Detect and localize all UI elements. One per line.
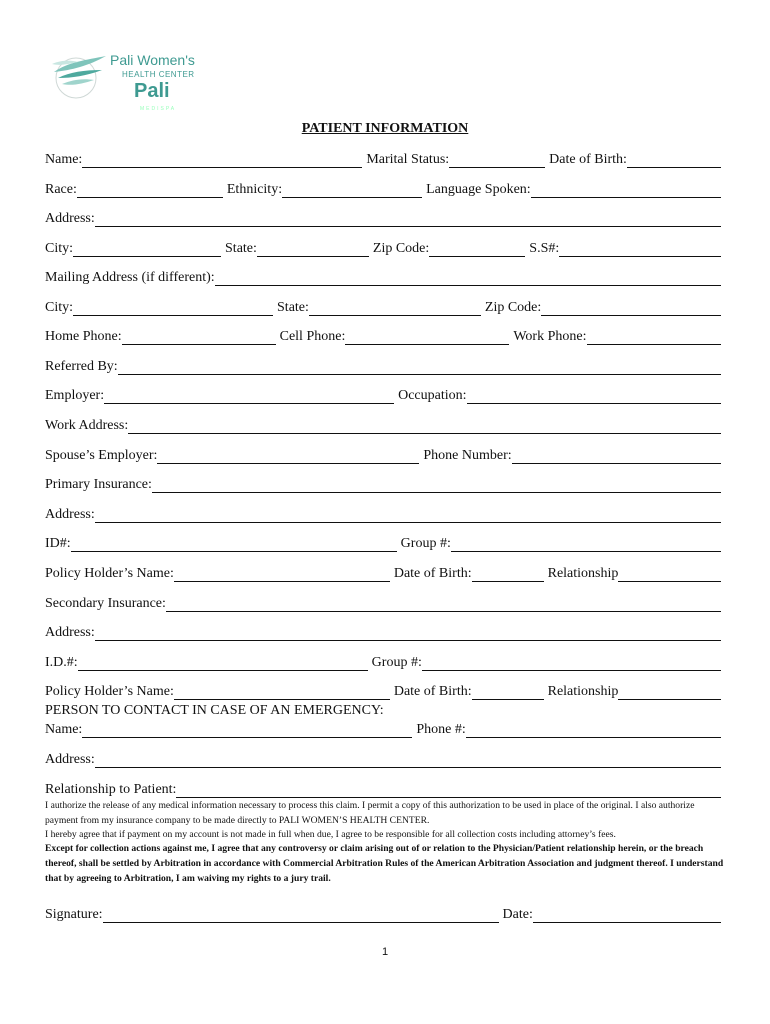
label-ethnicity: Ethnicity: — [226, 182, 283, 197]
label-secondary-address: Address: — [45, 625, 95, 640]
label-referred: Referred By: — [45, 359, 118, 374]
cell-phone-field[interactable] — [345, 331, 509, 345]
emergency-heading: PERSON TO CONTACT IN CASE OF AN EMERGENCY: — [45, 703, 384, 718]
primary-policy-holder-field[interactable] — [174, 568, 390, 582]
label-city-2: City: — [45, 300, 74, 315]
row-secondary-address — [45, 623, 725, 641]
label-emergency-name: Name: — [45, 722, 83, 737]
label-emergency-phone: Phone #: — [416, 722, 466, 737]
row-city — [45, 239, 725, 257]
primary-group-field[interactable] — [451, 538, 721, 552]
label-zip: Zip Code: — [372, 241, 430, 256]
row-primary-address — [45, 505, 725, 523]
label-policy-dob: Date of Birth: — [393, 566, 472, 581]
state-field[interactable] — [257, 243, 369, 257]
signature-field[interactable] — [103, 909, 499, 923]
label-spouse-employer: Spouse’s Employer: — [45, 448, 158, 463]
employer-field[interactable] — [104, 390, 394, 404]
spouse-employer-field[interactable] — [157, 450, 419, 464]
label-primary-insurance: Primary Insurance: — [45, 477, 152, 492]
row-primary-id — [45, 534, 725, 552]
marital-status-field[interactable] — [449, 154, 545, 168]
authorization-text: I authorize the release of any medical information necessary to process this claim. I permit a copy of this authorization to be used in place of the original. I also authorize payment from my insurance company to be made directly to PALI WOMEN’S HEALTH CENTER. — [45, 800, 695, 826]
label-zip-2: Zip Code: — [484, 300, 542, 315]
label-race: Race: — [45, 182, 77, 197]
label-cell-phone: Cell Phone: — [279, 329, 346, 344]
label-name: Name: — [45, 152, 83, 167]
label-relationship-patient: Relationship to Patient: — [45, 782, 177, 797]
row-mailing-city — [45, 298, 725, 316]
leaf-logo-icon — [48, 48, 110, 104]
ethnicity-field[interactable] — [282, 184, 422, 198]
race-field[interactable] — [77, 184, 223, 198]
primary-insurance-field[interactable] — [152, 479, 721, 493]
label-work-address: Work Address: — [45, 418, 129, 433]
row-phones — [45, 327, 725, 345]
date-field[interactable] — [533, 909, 721, 923]
mailing-city-field[interactable] — [73, 302, 273, 316]
secondary-insurance-field[interactable] — [166, 598, 721, 612]
ss-field[interactable] — [559, 243, 721, 257]
name-field[interactable] — [82, 154, 362, 168]
referred-by-field[interactable] — [118, 361, 721, 375]
primary-id-field[interactable] — [71, 538, 397, 552]
emergency-address-field[interactable] — [95, 754, 721, 768]
label-emergency-address: Address: — [45, 752, 95, 767]
row-referred — [45, 357, 725, 375]
row-secondary-insurance — [45, 594, 725, 612]
address-field[interactable] — [95, 213, 721, 227]
label-relationship-2: Relationship — [547, 684, 619, 699]
label-dob: Date of Birth: — [549, 152, 627, 167]
zip-field[interactable] — [429, 243, 525, 257]
row-race — [45, 180, 725, 198]
logo-line-1: Pali Women's — [110, 52, 195, 68]
label-group-2: Group #: — [371, 655, 422, 670]
label-occupation: Occupation: — [398, 388, 467, 403]
label-relationship: Relationship — [547, 566, 619, 581]
primary-insurance-address-field[interactable] — [95, 509, 721, 523]
row-mailing — [45, 268, 725, 286]
arbitration-text: Except for collection actions against me, I agree that any controversy or claim arising out of or relation to the Physician/Patient relationship herein, or the breach thereof, shall be settled by Arbitration in accordance with Commercial Arbitration Rules of the American Arbitration Association and judgment thereof. I understand that by agreeing to Arbitration, I am waiving my rights to a jury trail. — [45, 843, 724, 884]
label-ss: S.S#: — [529, 241, 560, 256]
primary-relationship-field[interactable] — [618, 568, 721, 582]
label-group: Group #: — [400, 536, 451, 551]
label-date: Date: — [502, 907, 533, 922]
label-state-2: State: — [277, 300, 309, 315]
mailing-state-field[interactable] — [309, 302, 481, 316]
label-language: Language Spoken: — [426, 182, 531, 197]
label-signature: Signature: — [45, 907, 103, 922]
row-address — [45, 209, 725, 227]
language-field[interactable] — [531, 184, 721, 198]
label-policy-holder: Policy Holder’s Name: — [45, 566, 174, 581]
label-city: City: — [45, 241, 74, 256]
city-field[interactable] — [73, 243, 221, 257]
logo-line-2: HEALTH CENTER — [122, 70, 195, 79]
label-work-phone: Work Phone: — [513, 329, 587, 344]
row-work-address — [45, 416, 725, 434]
row-name — [45, 150, 725, 168]
secondary-group-field[interactable] — [422, 657, 721, 671]
page-number: 1 — [381, 946, 389, 958]
secondary-insurance-address-field[interactable] — [95, 627, 721, 641]
label-employer: Employer: — [45, 388, 105, 403]
row-emergency-heading — [45, 701, 725, 719]
work-address-field[interactable] — [128, 420, 721, 434]
row-primary-insurance — [45, 475, 725, 493]
logo-line-4: MEDISPA — [140, 106, 177, 112]
occupation-field[interactable] — [467, 390, 721, 404]
row-relationship-patient — [45, 780, 725, 798]
work-phone-field[interactable] — [587, 331, 722, 345]
label-address: Address: — [45, 211, 95, 226]
dob-field[interactable] — [627, 154, 721, 168]
row-spouse — [45, 446, 725, 464]
label-secondary-insurance: Secondary Insurance: — [45, 596, 166, 611]
row-emergency-address — [45, 750, 725, 768]
relationship-to-patient-field[interactable] — [176, 784, 721, 798]
emergency-name-field[interactable] — [82, 724, 412, 738]
page-title: PATIENT INFORMATION — [301, 121, 469, 136]
row-primary-policy — [45, 564, 725, 582]
home-phone-field[interactable] — [122, 331, 276, 345]
spouse-phone-field[interactable] — [512, 450, 721, 464]
label-id: ID#: — [45, 536, 71, 551]
logo-line-3: Pali — [134, 80, 170, 102]
label-policy-dob-2: Date of Birth: — [393, 684, 472, 699]
payment-agreement-text: I hereby agree that if payment on my account is not made in full when due, I agree to be responsible for all collection costs including attorney’s fees. — [45, 829, 616, 840]
label-policy-holder-2: Policy Holder’s Name: — [45, 684, 174, 699]
row-emergency-name — [45, 720, 725, 738]
label-home-phone: Home Phone: — [45, 329, 122, 344]
row-signature — [45, 905, 725, 923]
row-employer — [45, 386, 725, 404]
mailing-address-field[interactable] — [215, 272, 721, 286]
label-primary-address: Address: — [45, 507, 95, 522]
label-phone-number: Phone Number: — [423, 448, 512, 463]
row-secondary-id — [45, 653, 725, 671]
secondary-policy-dob-field[interactable] — [472, 686, 544, 700]
label-id-2: I.D.#: — [45, 655, 78, 670]
mailing-zip-field[interactable] — [541, 302, 721, 316]
label-marital-status: Marital Status: — [366, 152, 450, 167]
clinic-logo — [48, 48, 218, 112]
secondary-id-field[interactable] — [78, 657, 368, 671]
label-mailing: Mailing Address (if different): — [45, 270, 215, 285]
emergency-phone-field[interactable] — [466, 724, 721, 738]
secondary-policy-holder-field[interactable] — [174, 686, 390, 700]
row-secondary-policy — [45, 682, 725, 700]
primary-policy-dob-field[interactable] — [472, 568, 544, 582]
secondary-relationship-field[interactable] — [618, 686, 721, 700]
label-state: State: — [225, 241, 257, 256]
